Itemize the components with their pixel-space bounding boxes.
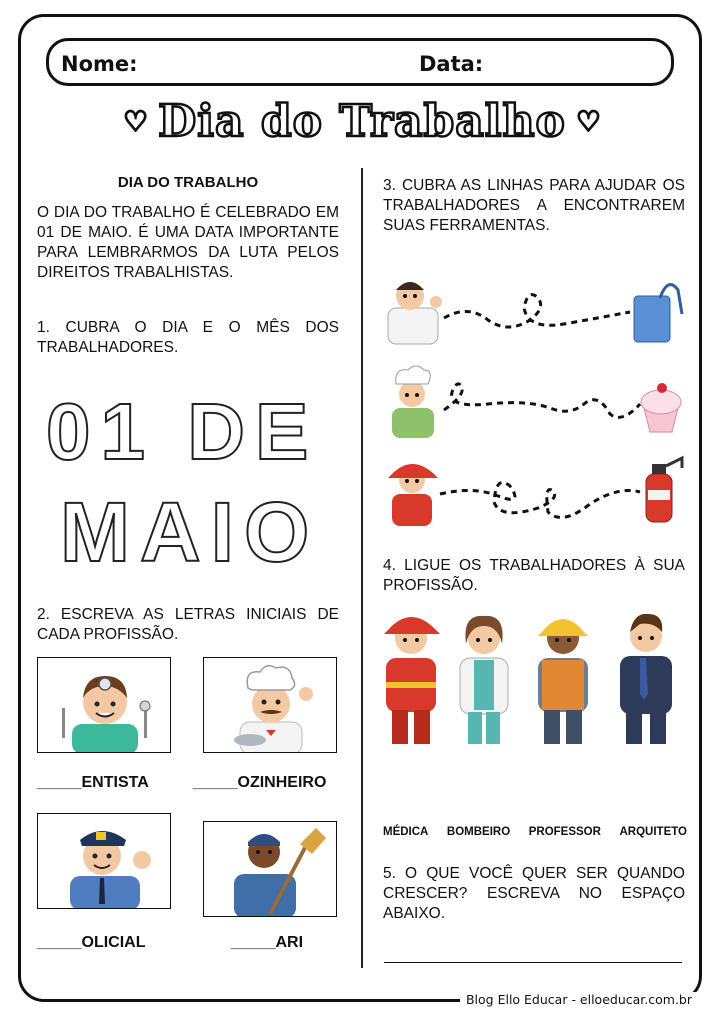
profession-options	[383, 826, 687, 838]
workers-lineup	[378, 604, 688, 748]
column-divider	[361, 168, 363, 968]
construction-worker-figure	[538, 619, 588, 744]
question-3: 3. CUBRA AS LINHAS PARA AJUDAR OS TRABALHADORES A ENCONTRAREM SUAS FERRAMENTAS.	[383, 177, 685, 234]
heart-icon: ♡	[575, 106, 601, 137]
profession-option-bombeiro[interactable]: BOMBEIRO	[446, 826, 511, 838]
dentist-card	[37, 657, 171, 753]
trace-text-month[interactable]: MAIO	[60, 485, 320, 579]
blank-dentist[interactable]: _____ENTISTA	[37, 774, 149, 791]
question-4: 4. LIGUE OS TRABALHADORES À SUA PROFISSÃO.	[383, 557, 685, 594]
trace-path-firefighter[interactable]	[440, 482, 640, 517]
sweeper-illustration	[204, 822, 337, 917]
name-date-bar	[46, 38, 674, 86]
cook-card	[203, 657, 337, 753]
professor-figure	[620, 614, 672, 744]
police-illustration	[38, 814, 171, 909]
question-2: 2. ESCREVA AS LETRAS INICIAIS DE CADA PROFISSÃO.	[37, 606, 339, 643]
trace-paths-area	[378, 268, 694, 536]
cupcake-icon	[641, 383, 681, 432]
blank-cook[interactable]: _____OZINHEIRO	[193, 774, 327, 791]
firefighter-figure	[384, 617, 440, 744]
dentist-illustration	[38, 658, 171, 753]
heart-icon: ♡	[123, 106, 149, 137]
trace-path-chef[interactable]	[444, 384, 640, 417]
blank-sweeper[interactable]: _____ARI	[231, 934, 304, 951]
intro-paragraph: O DIA DO TRABALHO É CELEBRADO EM 01 DE MAIO. É UMA DATA IMPORTANTE PARA LEMBRARMOS DA LUTA PELOS DIREITOS TRABALHISTAS.	[37, 204, 339, 281]
fire-extinguisher-icon	[646, 458, 682, 522]
answer-line[interactable]	[384, 962, 682, 963]
footer-credit: Blog Ello Educar - elloeducar.com.br	[460, 992, 698, 1007]
device-icon	[634, 285, 682, 342]
question-1: 1. CUBRA O DIA E O MÊS DOS TRABALHADORES.	[37, 319, 339, 356]
profession-option-professor[interactable]: PROFESSOR	[528, 826, 601, 838]
section-heading: DIA DO TRABALHO	[117, 174, 259, 191]
question-5: 5. O QUE VOCÊ QUER SER QUANDO CRESCER? ESCREVA NO ESPAÇO ABAIXO.	[383, 865, 685, 922]
name-label: Nome:	[61, 52, 138, 76]
sweeper-card	[203, 821, 337, 917]
title-banner	[0, 92, 724, 152]
trace-text-day[interactable]: 01 DE	[46, 387, 319, 476]
chef-icon	[392, 366, 434, 438]
profession-option-medica[interactable]: MÉDICA	[383, 826, 429, 838]
police-card	[37, 813, 171, 909]
doctor-figure	[460, 616, 508, 744]
trace-path-doctor[interactable]	[444, 295, 630, 327]
doctor-icon	[388, 282, 442, 344]
page-title: Dia do Trabalho	[158, 96, 566, 147]
blank-police[interactable]: _____OLICIAL	[37, 934, 146, 951]
firefighter-icon	[388, 464, 438, 526]
profession-option-arquiteto[interactable]: ARQUITETO	[619, 826, 687, 838]
cook-illustration	[204, 658, 337, 753]
date-label: Data:	[419, 52, 484, 76]
